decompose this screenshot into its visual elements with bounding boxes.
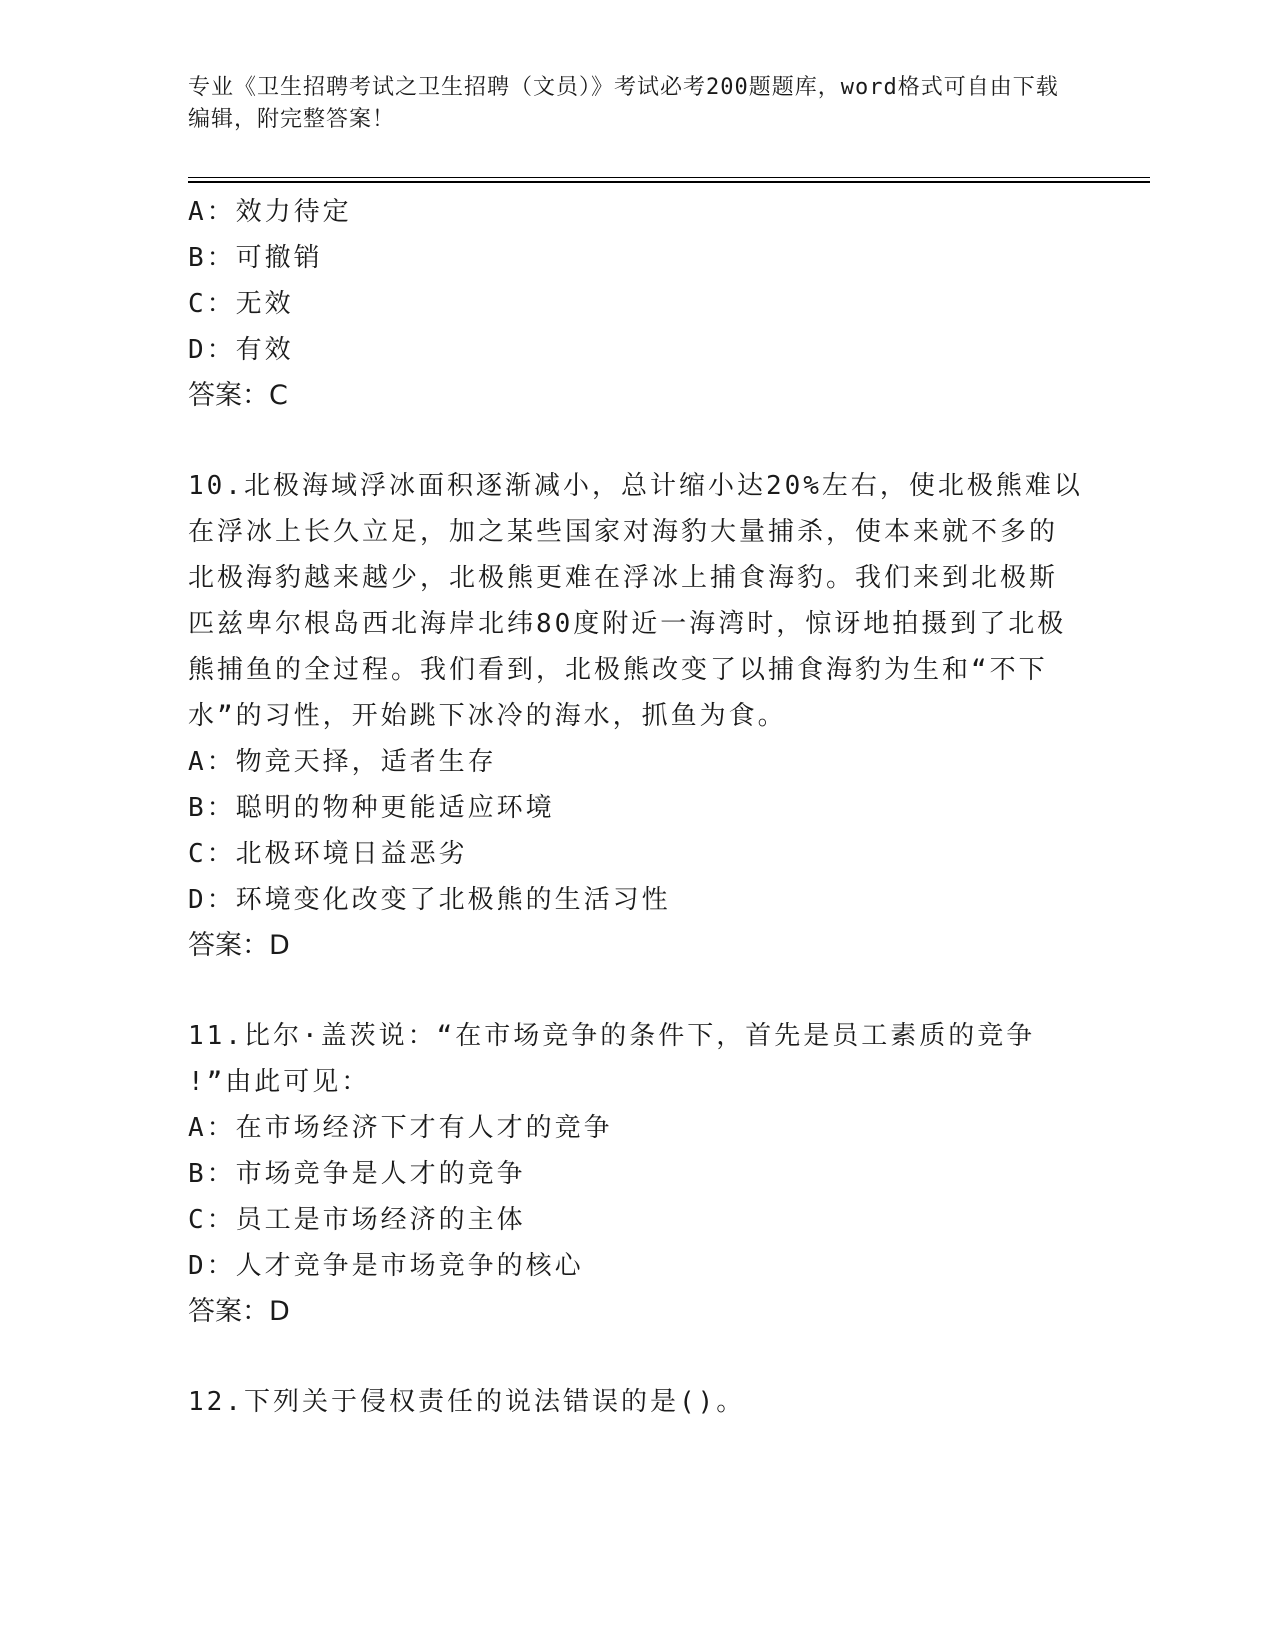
option-b: B：聪明的物种更能适应环境 bbox=[188, 793, 555, 823]
option-b: B：市场竞争是人才的竞争 bbox=[188, 1159, 526, 1189]
question-text-line: 匹兹卑尔根岛西北海岸北纬80度附近一海湾时，惊讶地拍摄到了北极 bbox=[188, 609, 1067, 639]
option-c: C：员工是市场经济的主体 bbox=[188, 1205, 526, 1235]
question-list bbox=[188, 189, 1088, 1425]
question-text-line: 熊捕鱼的全过程。我们看到，北极熊改变了以捕食海豹为生和“不下 bbox=[188, 655, 1048, 685]
question-11 bbox=[188, 1013, 1088, 1335]
question-text-line: 水”的习性，开始跳下冰冷的海水，抓鱼为食。 bbox=[188, 701, 787, 731]
question-text-line: 北极海豹越来越少，北极熊更难在浮冰上捕食海豹。我们来到北极斯 bbox=[188, 563, 1059, 593]
option-d: D：环境变化改变了北极熊的生活习性 bbox=[188, 885, 671, 915]
question-text-line: 11.比尔·盖茨说：“在市场竞争的条件下，首先是员工素质的竞争 bbox=[188, 1021, 1036, 1051]
option-c: C：北极环境日益恶劣 bbox=[188, 839, 468, 869]
option-b: B：可撤销 bbox=[188, 243, 323, 273]
option-c: C：无效 bbox=[188, 289, 294, 319]
question-text-line: 在浮冰上长久立足，加之某些国家对海豹大量捕杀，使本来就不多的 bbox=[188, 517, 1059, 547]
answer: 答案：C bbox=[188, 380, 288, 411]
answer: 答案：D bbox=[188, 930, 290, 961]
option-d: D：有效 bbox=[188, 335, 294, 365]
question-text-line: !”由此可见： bbox=[188, 1067, 371, 1097]
option-a: A：物竞天择，适者生存 bbox=[188, 747, 497, 777]
header-rule-thick bbox=[188, 181, 1150, 183]
document-header: 专业《卫生招聘考试之卫生招聘（文员）》考试必考200题题库，word格式可自由下载编辑，附完整答案！ bbox=[188, 75, 1059, 132]
question-text-line: 12.下列关于侵权责任的说法错误的是()。 bbox=[188, 1387, 746, 1417]
option-d: D：人才竞争是市场竞争的核心 bbox=[188, 1251, 584, 1281]
answer: 答案：D bbox=[188, 1296, 290, 1327]
option-a: A：效力待定 bbox=[188, 197, 352, 227]
option-a: A：在市场经济下才有人才的竞争 bbox=[188, 1113, 613, 1143]
header-rule-thin bbox=[188, 177, 1150, 178]
question-text-line: 10.北极海域浮冰面积逐渐减小，总计缩小达20%左右，使北极熊难以 bbox=[188, 471, 1083, 501]
question-9 bbox=[188, 189, 1088, 419]
question-10 bbox=[188, 463, 1088, 969]
question-12 bbox=[188, 1379, 1088, 1425]
